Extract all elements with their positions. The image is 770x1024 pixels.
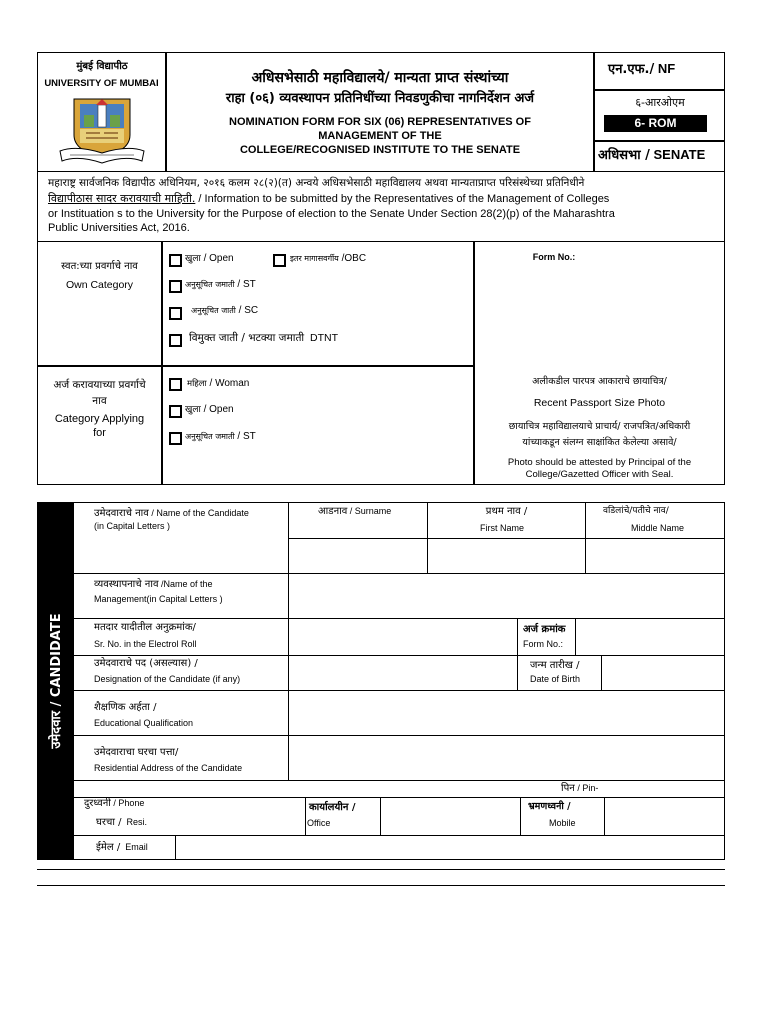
title-english-1: NOMINATION FORM FOR SIX (06) REPRESENTATIVES OF — [229, 116, 531, 128]
photo-line-3-marathi: यांच्याकडून संलग्न साक्षांकित केलेल्या असावे/ — [522, 437, 677, 448]
own-dtnt-label — [189, 332, 338, 344]
dob-input[interactable] — [603, 657, 724, 689]
email-marathi: ईमेल / — [96, 842, 121, 853]
intro-line-2-english: / Information to be submitted by the Representatives of the Management of Colleges — [198, 193, 610, 205]
office-label-english: Office — [307, 818, 331, 828]
apply-label-english-2: for — [93, 427, 106, 439]
roll-input[interactable] — [290, 620, 516, 654]
title-english-2: MANAGEMENT OF THE — [318, 130, 442, 142]
roll-label-english: Sr. No. in the Electrol Roll — [94, 639, 197, 649]
resi-english: Resi. — [126, 817, 148, 827]
own-dtnt-marathi: विमुक्त जाती / भटक्या जमाती — [189, 332, 305, 344]
resi-marathi: घरचा / — [96, 817, 122, 828]
mobile-input[interactable] — [606, 799, 724, 834]
own-obc-checkbox[interactable] — [273, 254, 286, 267]
own-st-label — [185, 279, 256, 291]
first-name-english: First Name — [479, 523, 524, 533]
own-obc-marathi: इतर मागासवर्गीय — [290, 254, 339, 263]
first-name-input[interactable] — [429, 540, 584, 572]
own-st-checkbox[interactable] — [169, 280, 182, 293]
apply-st-checkbox[interactable] — [169, 432, 182, 445]
address-label-english: Residential Address of the Candidate — [94, 763, 243, 773]
apply-open-english: / Open — [200, 404, 234, 415]
own-open-checkbox[interactable] — [169, 254, 182, 267]
apply-st-english: / ST — [234, 431, 256, 442]
photo-line-5-english: College/Gazetted Officer with Seal. — [525, 469, 674, 480]
middle-name-english: Middle Name — [631, 523, 685, 533]
email-input[interactable] — [177, 837, 724, 859]
address-input[interactable] — [290, 737, 724, 779]
management-label — [94, 579, 213, 591]
pin-marathi: पिन — [561, 783, 575, 794]
middle-name-marathi: वडिलांचे/पतीचे नाव/ — [603, 506, 669, 516]
own-obc-english: /OBC — [338, 253, 367, 264]
candidate-name-label — [94, 508, 249, 520]
intro-line-2-marathi: विद्यापीठास सादर करावयाची माहिती. — [48, 192, 196, 205]
rom-marathi: ६-आरओएम — [635, 96, 685, 109]
senate-english: SENATE — [653, 147, 706, 162]
phone-label — [84, 798, 144, 810]
surname-marathi: आडनाव — [318, 506, 348, 517]
photo-line-4-english: Photo should be attested by Principal of the — [507, 457, 692, 468]
apply-label-marathi-2: नाव — [92, 395, 107, 407]
office-phone-input[interactable] — [382, 799, 519, 834]
own-sc-checkbox[interactable] — [169, 307, 182, 320]
dob-label-marathi: जन्म तारीख / — [530, 660, 580, 671]
own-category-label-marathi: स्वत:च्या प्रवर्गाचे नाव — [61, 261, 138, 272]
university-name: UNIVERSITY OF MUMBAI — [44, 78, 159, 89]
photo-line-2-marathi: छायाचित्र महाविद्यालयाचे प्राचार्य/ राजपत्रित/अधिकारी — [508, 421, 691, 432]
form-no-english: Form No.: — [523, 639, 564, 649]
candidate-name-marathi: उमेदवाराचे नाव — [94, 508, 149, 519]
office-label-marathi: कार्यालयीन / — [309, 802, 356, 813]
roll-label-marathi: मतदार यादीतील अनुक्रमांक/ — [94, 622, 196, 633]
education-label-marathi: शैक्षणिक अर्हता / — [94, 702, 157, 713]
management-input[interactable] — [290, 575, 724, 617]
apply-st-marathi: अनुसूचित जमाती — [185, 432, 235, 441]
own-obc-label — [290, 253, 366, 265]
apply-open-checkbox[interactable] — [169, 405, 182, 418]
apply-woman-marathi: महिला — [187, 379, 207, 389]
own-category-label: Own Category — [65, 279, 134, 291]
intro-line-4: Public Universities Act, 2016. — [48, 222, 190, 234]
bottom-rule-1 — [37, 869, 725, 870]
management-english-1: /Name of the — [158, 579, 213, 589]
apply-open-marathi: खुला — [185, 405, 201, 415]
form-no-input[interactable] — [577, 620, 724, 654]
candidate-side-label: उमेदवार / CANDIDATE — [49, 613, 64, 749]
own-st-marathi: अनुसूचित जमाती — [185, 280, 235, 289]
middle-name-input[interactable] — [587, 540, 724, 572]
phone-marathi: दुरध्वनी — [84, 798, 111, 809]
apply-label-english-1: Category Applying — [54, 413, 145, 425]
dob-label-english: Date of Birth — [530, 674, 581, 684]
phone-english: / Phone — [110, 798, 145, 808]
management-english-2: Management(in Capital Letters ) — [94, 594, 223, 604]
resi-label — [96, 817, 147, 829]
email-label — [96, 842, 148, 854]
senate-marathi: अधिसभा / — [598, 148, 650, 163]
apply-woman-checkbox[interactable] — [169, 378, 182, 391]
apply-woman-english: / Woman — [206, 378, 250, 389]
own-sc-marathi: अनुसूचित जाती — [191, 306, 236, 315]
surname-english: / Surname — [347, 506, 392, 516]
designation-input[interactable] — [290, 657, 516, 689]
form-code-english: NF — [657, 61, 676, 76]
surname-label — [318, 506, 391, 518]
surname-input[interactable] — [290, 540, 426, 572]
intro-line-1: महाराष्ट्र सार्वजनिक विद्यापीठ अधिनियम, २०१६ कलम २८(२)(त) अन्वये अधिसभेसाठी महाविद्यालय अथवा मान्यताप्राप्त परिसंस्थेच्या प्रतिनिधीने — [48, 177, 585, 189]
intro-line-2 — [48, 193, 609, 206]
own-dtnt-checkbox[interactable] — [169, 334, 182, 347]
own-open-marathi: खुला — [185, 254, 201, 264]
first-name-marathi: प्रथम नाव / — [485, 506, 528, 517]
own-st-english: / ST — [234, 279, 256, 290]
address-label-marathi: उमेदवाराचा घरचा पत्ता/ — [94, 747, 179, 758]
photo-line-1-english: Recent Passport Size Photo — [533, 397, 666, 409]
own-open-label — [185, 253, 234, 265]
candidate-name-english: / Name of the Candidate — [148, 508, 249, 518]
apply-label-marathi-1: अर्ज करावयाच्या प्रवर्गाचे — [53, 379, 146, 391]
university-logo — [56, 95, 148, 167]
own-sc-english: / SC — [235, 305, 259, 316]
form-code — [608, 62, 675, 78]
mobile-label-english: Mobile — [549, 818, 576, 828]
title-marathi-2: राहा (०६) व्यवस्थापन प्रतिनिधींच्या निवडणुकीचा नागनिर्देशन अर्ज — [225, 91, 535, 106]
title-english-3: COLLEGE/RECOGNISED INSTITUTE TO THE SENATE — [239, 144, 521, 156]
resi-phone-input[interactable] — [176, 799, 304, 834]
own-open-english: / Open — [200, 253, 234, 264]
education-input[interactable] — [290, 692, 724, 734]
rom-badge: 6- ROM — [604, 115, 707, 132]
title-marathi-1: अधिसभेसाठी महाविद्यालये/ मान्यता प्राप्त संस्थांच्या — [251, 70, 509, 86]
management-marathi: व्यवस्थापनाचे नाव — [94, 579, 159, 590]
apply-woman-label — [187, 378, 249, 390]
form-no-marathi: अर्ज क्रमांक — [523, 624, 566, 635]
intro-line-3: or Instituation s to the University for the Purpose of election to the Senate Under Section 28(2)(p) of the Maharashtra — [48, 208, 615, 220]
own-dtnt-english: DTNT — [310, 332, 338, 344]
education-label-english: Educational Qualification — [94, 718, 194, 728]
bottom-rule-2 — [37, 885, 725, 886]
pin-english: / Pin- — [574, 783, 599, 793]
designation-label-english: Designation of the Candidate (if any) — [94, 674, 241, 684]
candidate-name-caps: (in Capital Letters ) — [94, 521, 171, 531]
pin-label — [561, 783, 598, 795]
apply-open-label — [185, 404, 234, 416]
form-code-marathi: एन.एफ./ — [608, 62, 655, 77]
own-sc-label — [191, 305, 258, 317]
mobile-label-marathi: भ्रमणध्वनी / — [528, 801, 571, 812]
university-name-marathi: मुंबई विद्यापीठ — [76, 61, 128, 72]
designation-label-marathi: उमेदवाराचे पद (असल्यास) / — [94, 658, 198, 669]
senate-label — [598, 148, 705, 164]
form-no-label: Form No.: — [532, 252, 576, 262]
photo-line-1-marathi: अलीकडील पारपत्र आकाराचे छायाचित्र/ — [532, 376, 667, 387]
apply-st-label — [185, 431, 256, 443]
email-english: Email — [125, 842, 148, 852]
candidate-side-tab — [37, 502, 73, 860]
